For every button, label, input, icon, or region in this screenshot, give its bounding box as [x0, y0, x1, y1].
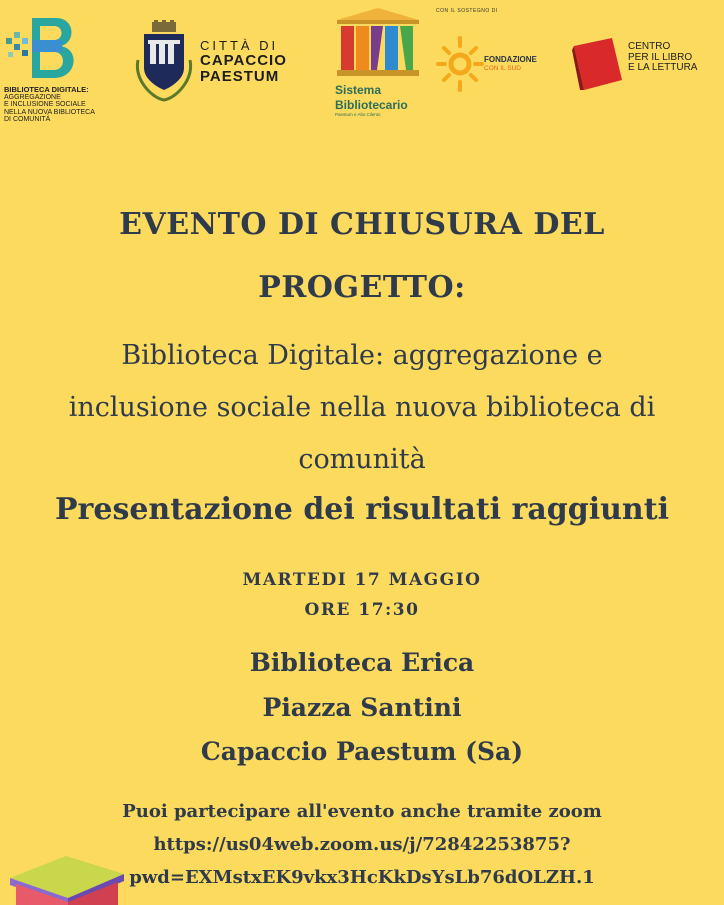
citta-capaccio-logo — [132, 20, 302, 105]
biblioteca-logo-title: BIBLIOTECA DIGITALE: — [4, 85, 89, 94]
sun-icon — [436, 34, 484, 94]
biblioteca-digitale-icon — [4, 12, 84, 84]
venue-name: Biblioteca Erica — [249, 648, 475, 677]
support-label: CON IL SOSTEGNO DI — [436, 8, 498, 14]
zoom-info: Puoi partecipare all'evento anche tramite zoom — [122, 801, 602, 822]
event-date: MARTEDI 17 MAGGIO — [242, 570, 482, 590]
centro-libro-text — [628, 42, 697, 74]
fondazione-label: FONDAZIONE — [484, 55, 537, 64]
sistema-bibliotecario-logo — [333, 6, 433, 116]
centro-libro-icon — [572, 36, 624, 92]
results-heading: Presentazione dei risultati raggiunti — [55, 492, 669, 527]
per-il-libro-label: PER IL LIBRO — [628, 51, 693, 63]
e-la-lettura-label: E LA LETTURA — [628, 62, 698, 73]
capaccio-label: CAPACCIO — [200, 52, 287, 69]
event-title-line-2: PROGETTO: — [258, 270, 466, 305]
subtitle-line: inclusione sociale nella nuova biblioteca di — [68, 392, 656, 423]
subtitle-line: comunità — [298, 444, 426, 475]
bibliotecario-label: Bibliotecario — [335, 98, 408, 112]
citta-capaccio-text — [200, 38, 287, 85]
venue-city: Capaccio Paestum (Sa) — [200, 737, 524, 766]
biblioteca-logo-line: NELLA NUOVA BIBLIOTECA — [4, 108, 95, 116]
fondazione-name — [484, 55, 537, 73]
citta-label: CITTÀ DI — [200, 38, 279, 53]
biblioteca-logo-line: DI COMUNITÀ — [4, 116, 51, 123]
biblioteca-digitale-logo — [4, 12, 116, 132]
event-time: ORE 17:30 — [304, 600, 420, 620]
biblioteca-logo-line: AGGREGAZIONE — [4, 93, 61, 101]
library-temple-icon — [333, 6, 423, 78]
centro-libro-logo — [572, 36, 722, 96]
biblioteca-digitale-caption — [4, 86, 114, 124]
fondazione-con-il-sud-logo — [436, 8, 556, 98]
sistema-label: Sistema — [335, 83, 382, 97]
centro-label: CENTRO — [628, 41, 671, 52]
sistema-sub-label: Paestum e Alto Cilento — [335, 112, 381, 117]
project-subtitle — [0, 330, 724, 486]
coat-of-arms-icon — [132, 20, 196, 104]
biblioteca-logo-line: E INCLUSIONE SOCIALE — [4, 101, 86, 108]
venue-street: Piazza Santini — [262, 693, 462, 722]
logo-bar — [0, 0, 724, 140]
event-title-line-1: EVENTO DI CHIUSURA DEL — [119, 207, 605, 242]
books-illustration — [6, 848, 126, 905]
paestum-label: PAESTUM — [200, 68, 280, 85]
zoom-link-part-2[interactable]: pwd=EXMstxEK9vkx3HcKkDsYsLb76dOLZH.1 — [129, 867, 595, 888]
subtitle-line: Biblioteca Digitale: aggregazione e — [121, 340, 603, 371]
con-il-sud-label: CON IL SUD — [484, 65, 521, 72]
zoom-link-part-1[interactable]: https://us04web.zoom.us/j/72842253875? — [153, 834, 571, 855]
